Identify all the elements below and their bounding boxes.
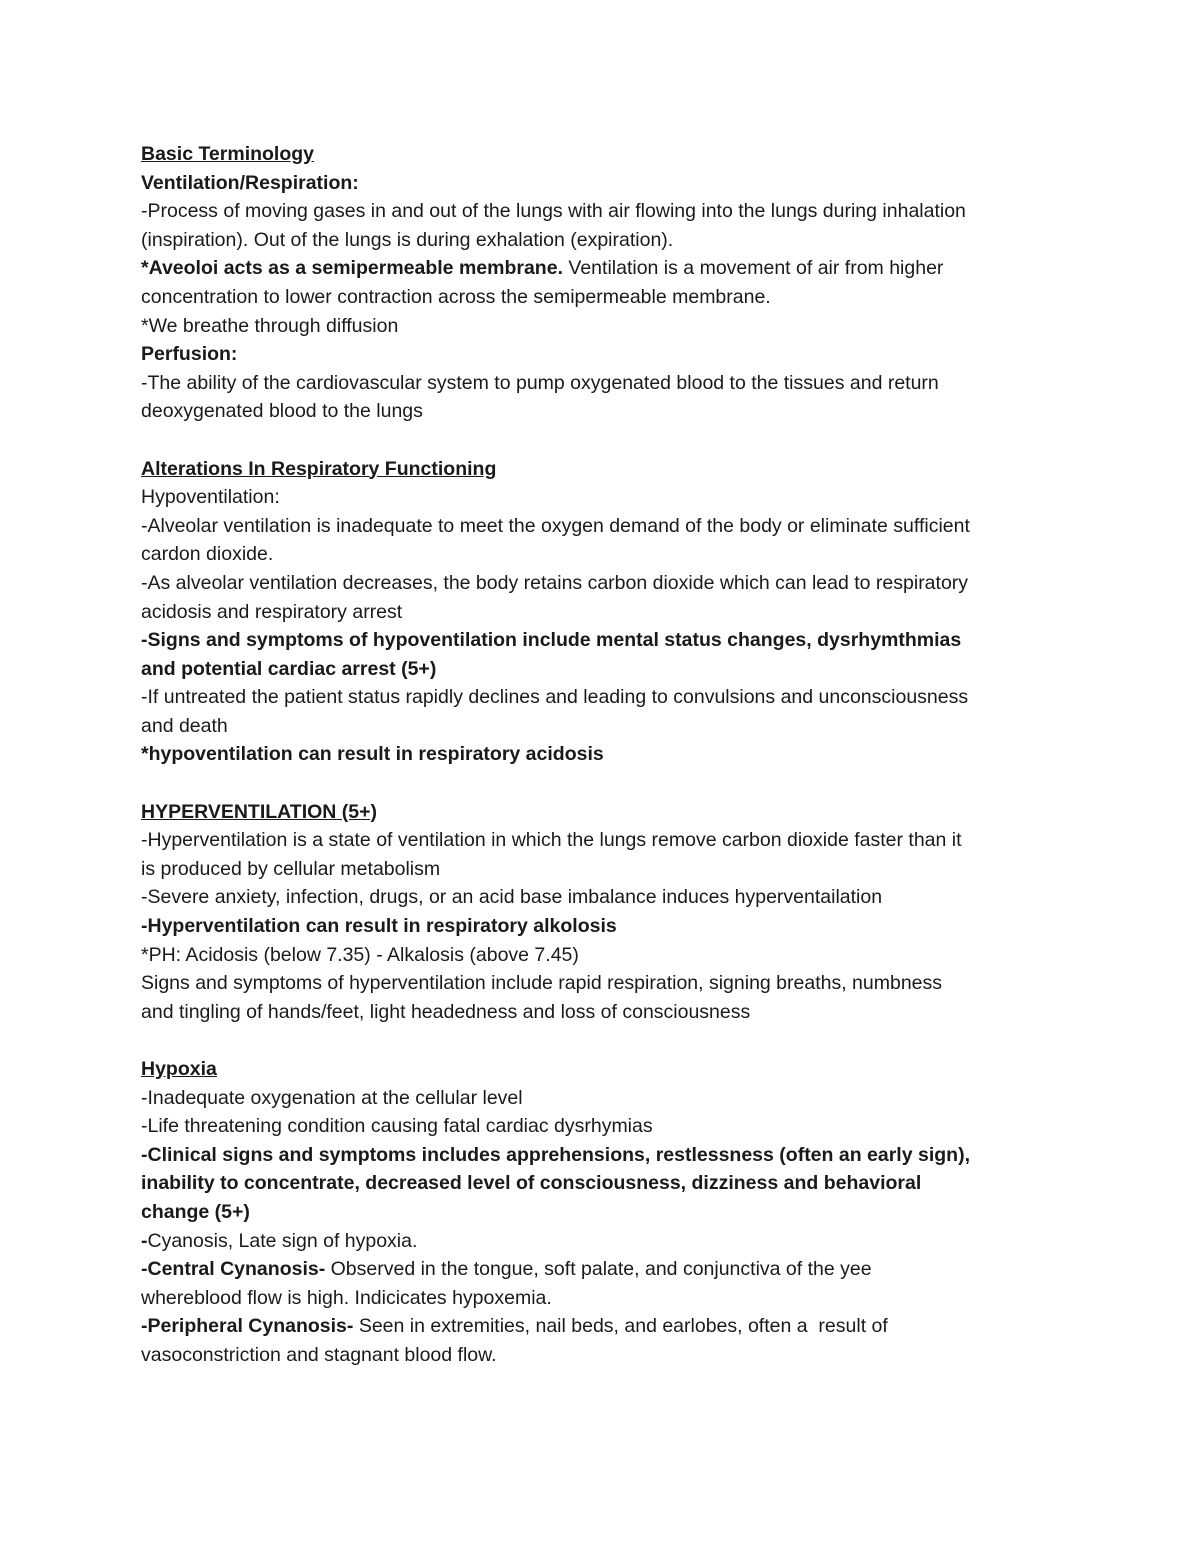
spacer [141,426,1066,455]
spacer [141,769,1066,798]
text-line: -The ability of the cardiovascular system to pump oxygenated blood to the tissues and return [141,371,939,394]
bold-phrase: -Central Cynanosis- [141,1258,326,1281]
heading-hyperventilation: HYPERVENTILATION (5+) [141,800,378,823]
text-line: -As alveolar ventilation decreases, the body retains carbon dioxide which can lead to respiratory [141,571,969,594]
text-line [141,1227,1066,1256]
text-line [141,254,1066,283]
label-hypoventilation: Hypoventilation: [141,486,280,509]
bold-phrase: *Aveoloi acts as a semipermeable membrane. [141,257,563,280]
text-line: *We breathe through diffusion [141,314,399,337]
text-line: -Inadequate oxygenation at the cellular level [141,1086,523,1109]
text-span: Observed in the tongue, soft palate, and conjunctiva of the yee [325,1258,872,1281]
document-page [141,140,1066,1370]
text-line: -Process of moving gases in and out of the lungs with air flowing into the lungs during inhalation [141,200,966,223]
text-line: is produced by cellular metabolism [141,857,441,880]
label-ventilation: Ventilation/Respiration: [141,171,359,194]
heading-basic-terminology: Basic Terminology [141,143,315,165]
text-span: Seen in extremities, nail beds, and earlobes, often a result of [353,1315,888,1338]
heading-hypoxia: Hypoxia [141,1058,217,1080]
text-line: (inspiration). Out of the lungs is during exhalation (expiration). [141,228,674,251]
text-line-bold: change (5+) [141,1200,250,1223]
text-line [141,1255,1066,1284]
text-line: -Life threatening condition causing fatal cardiac dysrhymias [141,1115,653,1138]
text-line: cardon dioxide. [141,543,274,566]
text-line: vasoconstriction and stagnant blood flow. [141,1343,497,1366]
text-line: and tingling of hands/feet, light headedness and loss of consciousness [141,1000,751,1023]
text-line [141,1312,1066,1341]
text-span: Cyanosis, Late sign of hypoxia. [147,1229,418,1252]
label-perfusion: Perfusion: [141,343,238,366]
text-line: -Severe anxiety, infection, drugs, or an acid base imbalance induces hyperventailation [141,886,883,909]
text-line-bold: -Hyperventilation can result in respiratory alkolosis [141,915,617,938]
text-line: and death [141,714,228,737]
text-line-bold: -Signs and symptoms of hypoventilation include mental status changes, dysrhymthmias [141,629,962,652]
text-line-bold: -Clinical signs and symptoms includes apprehensions, restlessness (often an early sign), [141,1143,970,1166]
text-line: concentration to lower contraction across the semipermeable membrane. [141,285,771,308]
text-line: acidosis and respiratory arrest [141,600,403,623]
text-line-bold: *hypoventilation can result in respiratory acidosis [141,743,604,766]
heading-alterations: Alterations In Respiratory Functioning [141,457,497,480]
text-span: Ventilation is a movement of air from higher [562,257,944,280]
text-line: *PH: Acidosis (below 7.35) - Alkalosis (above 7.45) [141,943,579,966]
spacer [141,1026,1066,1055]
text-line-bold: inability to concentrate, decreased level of consciousness, dizziness and behavioral [141,1172,922,1195]
text-line-bold: and potential cardiac arrest (5+) [141,657,437,680]
text-line: whereblood flow is high. Indicicates hypoxemia. [141,1286,552,1309]
text-line: deoxygenated blood to the lungs [141,400,423,423]
text-line: -If untreated the patient status rapidly declines and leading to convulsions and unconsciousness [141,686,969,709]
text-line: -Alveolar ventilation is inadequate to meet the oxygen demand of the body or eliminate sufficient [141,514,970,537]
bold-dash: - [141,1229,148,1252]
bold-phrase: -Peripheral Cynanosis- [141,1315,354,1338]
text-line: -Hyperventilation is a state of ventilation in which the lungs remove carbon dioxide faster than it [141,829,962,852]
text-line: Signs and symptoms of hyperventilation include rapid respiration, signing breaths, numbness [141,972,943,995]
